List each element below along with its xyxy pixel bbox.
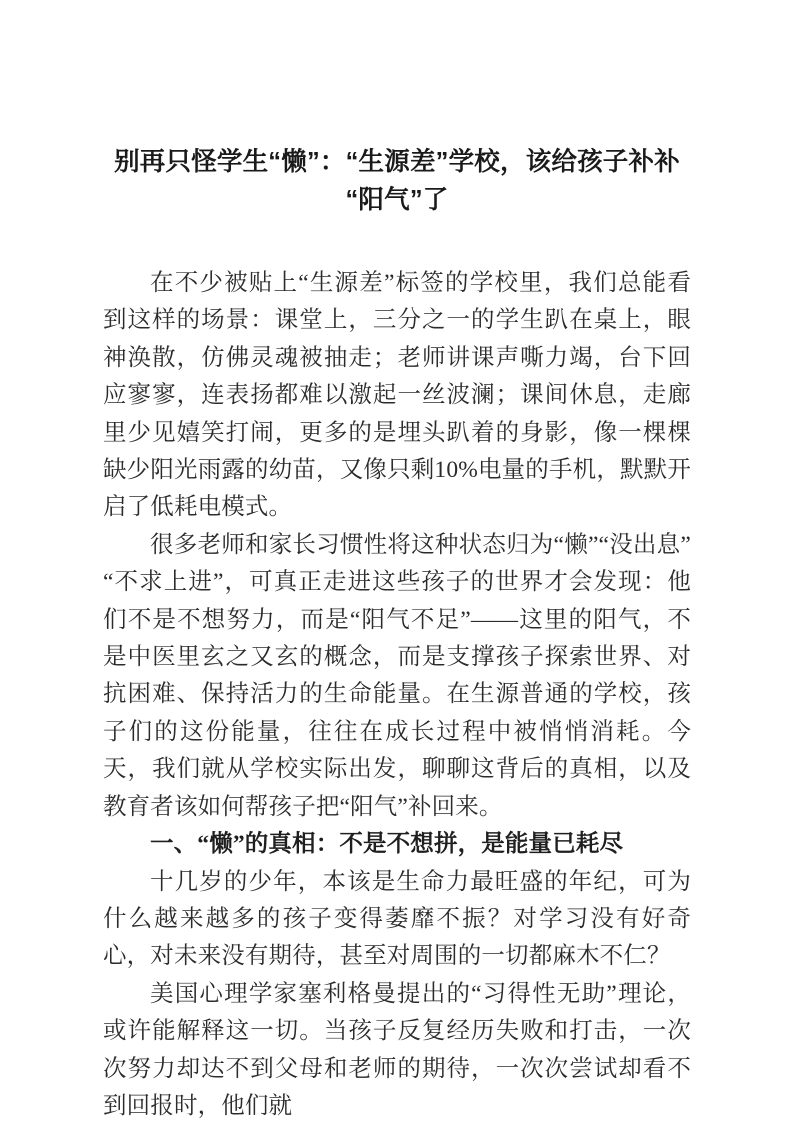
paragraph-1: 在不少被贴上“生源差”标签的学校里，我们总能看到这样的场景：课堂上，三分之一的学生趴在桌上，眼神涣散，仿佛灵魂被抽走；老师讲课声嘶力竭，台下回应寥寥，连表扬都难以激起一丝波澜；课间休息，走廊里少见嬉笑打闹，更多的是埋头趴着的身影，像一棵棵缺少阳光雨露的幼苗，又像只剩10%电量的手机，默默开启了低耗电模式。: [103, 270, 691, 521]
paragraph-4: 美国心理学家塞利格曼提出的“习得性无助”理论，或许能解释这一切。当孩子反复经历失败和打击，一次次努力却达不到父母和老师的期待，一次次尝试却看不到回报时，他们就: [103, 980, 691, 1119]
paragraph-2: 很多老师和家长习惯性将这种状态归为“懒”“没出息”“不求上进”，可真正走进这些孩子的世界才会发现：他们不是不想努力，而是“阳气不足”——这里的阳气，不是中医里玄之又玄的概念，而是支撑孩子探索世界、对抗困难、保持活力的生命能量。在生源普通的学校，孩子们的这份能量，往往在成长过程中被悄悄消耗。今天，我们就从学校实际出发，聊聊这背后的真相，以及教育者该如何帮孩子把“阳气”补回来。: [103, 531, 691, 820]
document-text-column: [103, 0, 691, 1122]
section-heading-1: 一、“懒”的真相：不是不想拼，是能量已耗尽: [150, 831, 624, 858]
title-body-spacer: [103, 219, 691, 265]
page-title-line-1: 别再只怪学生“懒”：“生源差”学校，该给孩子补补: [114, 148, 680, 176]
page-title-line-2: “阳气”了: [345, 186, 449, 214]
paragraph-3: 十几岁的少年，本该是生命力最旺盛的年纪，可为什么越来越多的孩子变得萎靡不振？对学习没有好奇心，对未来没有期待，甚至对周围的一切都麻木不仁？: [103, 868, 691, 970]
page-title: [103, 0, 691, 219]
